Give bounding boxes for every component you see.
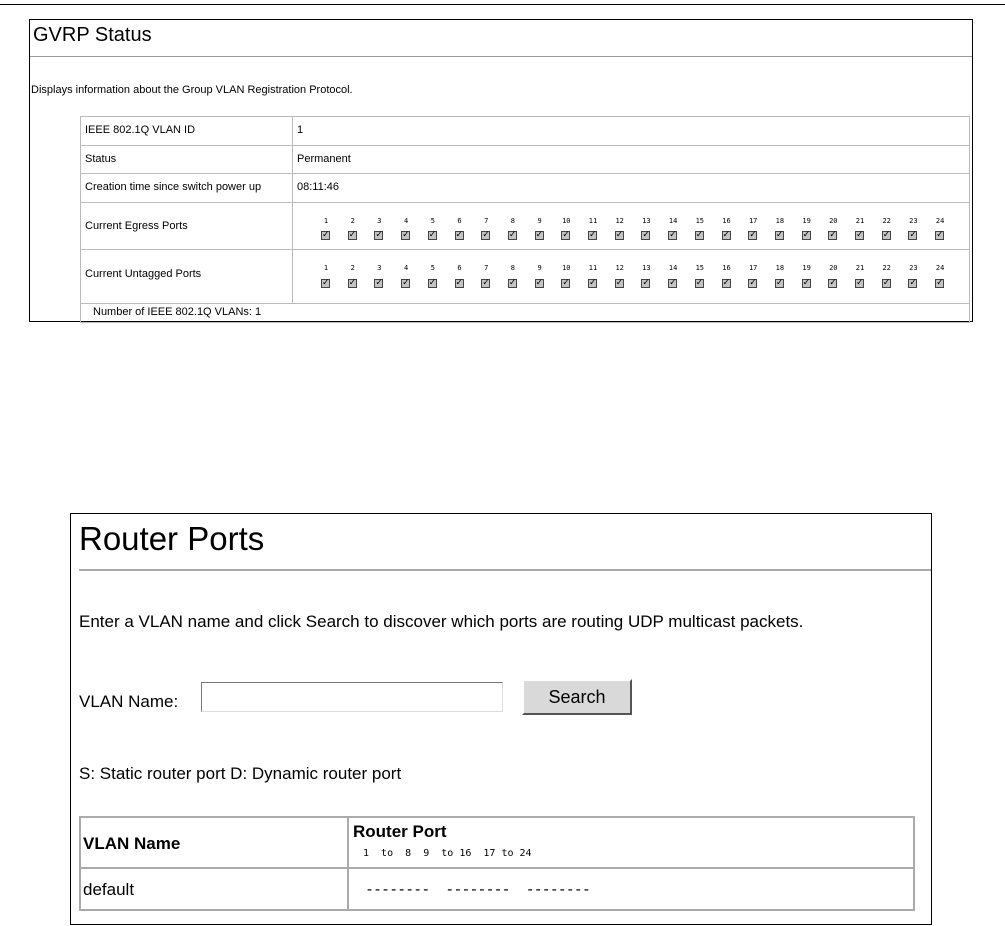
row-divider (81, 303, 969, 304)
egress-port-number: 22 (882, 217, 891, 225)
router-port-table (79, 816, 915, 911)
untagged-port-checkbox[interactable]: ✓ (669, 278, 677, 288)
egress-port-checkbox[interactable]: ✓ (856, 230, 864, 240)
untagged-port-number: 17 (748, 264, 758, 272)
untagged-port-number: 4 (403, 264, 409, 272)
creation-time-value: 08:11:46 (297, 181, 340, 193)
page-top-rule (0, 4, 1005, 5)
egress-port-checkbox[interactable]: ✓ (615, 230, 624, 240)
egress-port-checkbox[interactable]: ✓ (508, 230, 517, 240)
egress-port-number: 17 (748, 217, 758, 225)
row-divider (81, 173, 969, 174)
egress-port-checkbox[interactable]: ✓ (322, 230, 330, 240)
untagged-port-number: 8 (510, 264, 515, 272)
untagged-port-checkbox[interactable]: ✓ (402, 278, 410, 288)
egress-port-number: 13 (642, 217, 651, 225)
egress-port-checkbox[interactable]: ✓ (642, 230, 650, 240)
untagged-port-checkbox[interactable]: ✓ (642, 278, 650, 288)
untagged-port-number: 22 (882, 264, 891, 272)
egress-port-checkbox[interactable]: ✓ (909, 230, 917, 240)
egress-port-number: 1 (323, 217, 329, 225)
row-divider (81, 249, 969, 250)
gvrp-description: Displays information about the Group VLAN Registration Protocol. (31, 84, 353, 96)
egress-port-number: 12 (615, 217, 624, 225)
port-range-labels: 1 to 8 9 to 16 17 to 24 (363, 848, 532, 859)
egress-port-checkbox[interactable]: ✓ (482, 230, 490, 240)
untagged-port-number: 19 (802, 264, 811, 272)
egress-port-checkbox[interactable]: ✓ (428, 230, 437, 240)
egress-port-checkbox[interactable]: ✓ (455, 230, 464, 240)
table-row-vlan-name: default (83, 880, 135, 899)
untagged-port-number: 2 (350, 264, 355, 272)
untagged-port-number: 23 (909, 264, 918, 272)
untagged-port-number: 3 (377, 264, 382, 272)
untagged-port-number: 21 (855, 264, 865, 272)
egress-port-number: 5 (430, 217, 435, 225)
gvrp-title: GVRP Status (33, 24, 152, 46)
row-divider (81, 202, 969, 203)
untagged-port-checkbox[interactable]: ✓ (348, 278, 357, 288)
egress-port-number: 10 (562, 217, 571, 225)
egress-port-number: 8 (510, 217, 515, 225)
vlan-name-label: VLAN Name: (79, 692, 179, 711)
untagged-port-number: 18 (775, 264, 785, 272)
untagged-port-number: 20 (829, 264, 838, 272)
egress-port-number: 6 (457, 217, 462, 225)
egress-port-number: 24 (935, 217, 945, 225)
router-ports-description: Enter a VLAN name and click Search to discover which ports are routing UDP multicast packets. (79, 612, 804, 631)
untagged-port-number: 16 (722, 264, 731, 272)
gvrp-table (80, 116, 970, 323)
vlan-id-value: 1 (297, 124, 304, 136)
egress-port-checkbox[interactable]: ✓ (722, 230, 731, 240)
egress-port-number: 9 (537, 217, 542, 225)
egress-port-number: 2 (350, 217, 355, 225)
egress-port-checkbox[interactable]: ✓ (775, 230, 784, 240)
egress-port-number: 14 (668, 217, 678, 225)
untagged-port-checkbox[interactable]: ✓ (695, 278, 704, 288)
table-row-router-ports: -------- -------- -------- (365, 880, 590, 898)
untagged-port-number: 11 (588, 264, 598, 272)
untagged-port-number: 5 (430, 264, 435, 272)
untagged-port-number: 10 (562, 264, 571, 272)
untagged-port-checkbox[interactable]: ✓ (775, 278, 784, 288)
search-button[interactable]: Search (522, 679, 632, 715)
egress-port-number: 23 (909, 217, 918, 225)
vlan-name-input[interactable] (201, 682, 503, 712)
egress-port-number: 7 (484, 217, 489, 225)
untagged-port-number: 13 (642, 264, 651, 272)
egress-port-number: 15 (695, 217, 705, 225)
egress-port-checkbox[interactable]: ✓ (802, 230, 811, 240)
untagged-port-checkbox[interactable]: ✓ (375, 278, 383, 288)
untagged-port-checkbox[interactable]: ✓ (615, 278, 624, 288)
router-title-divider (79, 569, 931, 571)
egress-port-number: 16 (722, 217, 731, 225)
egress-ports-label: Current Egress Ports (85, 220, 188, 232)
table-header-divider (81, 867, 913, 869)
egress-port-number: 19 (802, 217, 811, 225)
router-ports-panel (70, 513, 932, 925)
egress-port-checkbox[interactable]: ✓ (829, 230, 837, 240)
untagged-port-checkbox[interactable]: ✓ (829, 278, 837, 288)
untagged-port-number: 24 (935, 264, 945, 272)
gvrp-status-panel (29, 19, 973, 322)
col-header-vlan-name: VLAN Name (83, 834, 181, 853)
router-ports-title: Router Ports (79, 520, 265, 557)
egress-port-number: 20 (829, 217, 838, 225)
untagged-port-checkbox[interactable]: ✓ (909, 278, 917, 288)
egress-port-checkbox[interactable]: ✓ (562, 230, 570, 240)
status-label: Status (85, 153, 117, 165)
egress-port-number: 3 (377, 217, 382, 225)
untagged-port-checkbox[interactable]: ✓ (322, 278, 330, 288)
vlan-count: Number of IEEE 802.1Q VLANs: 1 (93, 306, 262, 318)
egress-port-number: 21 (855, 217, 865, 225)
untagged-port-checkbox[interactable]: ✓ (936, 278, 944, 288)
creation-time-label: Creation time since switch power up (85, 181, 262, 193)
untagged-port-number: 1 (323, 264, 329, 272)
untagged-port-number: 14 (668, 264, 678, 272)
vlan-id-label: IEEE 802.1Q VLAN ID (85, 124, 196, 136)
untagged-port-checkbox[interactable]: ✓ (856, 278, 864, 288)
router-port-legend: S: Static router port D: Dynamic router port (79, 764, 402, 783)
status-value: Permanent (297, 153, 351, 165)
untagged-port-checkbox[interactable]: ✓ (508, 278, 517, 288)
untagged-port-checkbox[interactable]: ✓ (722, 278, 731, 288)
untagged-port-checkbox[interactable]: ✓ (562, 278, 570, 288)
table-column-divider (347, 818, 349, 909)
col-header-router-port: Router Port (353, 822, 447, 841)
untagged-port-checkbox[interactable]: ✓ (535, 278, 544, 288)
untagged-port-checkbox[interactable]: ✓ (455, 278, 464, 288)
untagged-port-checkbox[interactable]: ✓ (802, 278, 811, 288)
gvrp-title-divider (30, 56, 972, 57)
egress-port-checkbox[interactable]: ✓ (589, 230, 597, 240)
egress-port-checkbox[interactable]: ✓ (535, 230, 544, 240)
egress-port-checkbox[interactable]: ✓ (936, 230, 944, 240)
untagged-port-number: 7 (484, 264, 489, 272)
row-divider (81, 145, 969, 146)
egress-port-checkbox[interactable]: ✓ (749, 230, 757, 240)
untagged-port-number: 6 (457, 264, 462, 272)
untagged-port-checkbox[interactable]: ✓ (882, 278, 891, 288)
egress-port-checkbox[interactable]: ✓ (402, 230, 410, 240)
untagged-port-number: 9 (537, 264, 542, 272)
egress-port-number: 18 (775, 217, 785, 225)
egress-port-number: 4 (403, 217, 409, 225)
egress-port-checkbox[interactable]: ✓ (695, 230, 704, 240)
egress-port-number: 11 (588, 217, 598, 225)
egress-port-checkbox[interactable]: ✓ (348, 230, 357, 240)
untagged-port-checkbox[interactable]: ✓ (749, 278, 757, 288)
egress-port-checkbox[interactable]: ✓ (882, 230, 891, 240)
untagged-port-checkbox[interactable]: ✓ (428, 278, 437, 288)
untagged-port-checkbox[interactable]: ✓ (589, 278, 597, 288)
egress-port-checkbox[interactable]: ✓ (375, 230, 383, 240)
untagged-port-number: 15 (695, 264, 705, 272)
egress-port-checkbox[interactable]: ✓ (669, 230, 677, 240)
untagged-port-checkbox[interactable]: ✓ (482, 278, 490, 288)
untagged-port-number: 12 (615, 264, 624, 272)
untagged-ports-label: Current Untagged Ports (85, 268, 202, 280)
